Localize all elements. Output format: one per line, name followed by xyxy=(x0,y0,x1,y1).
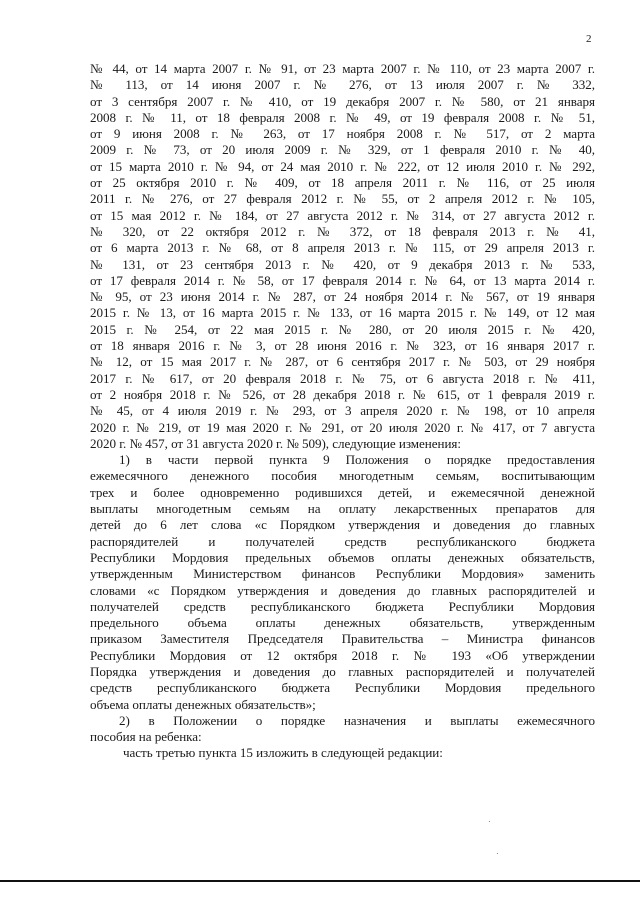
body-line: № 113, от 14 июня 2007 г. № 276, от 13 июля 2007 г. № 332, xyxy=(90,77,595,93)
body-line: 2015 г. № 254, от 22 мая 2015 г. № 280, от 20 июля 2015 г. № 420, xyxy=(90,321,595,337)
body-line: выплаты многодетным семьям на оплату лекарственных препаратов для xyxy=(90,501,595,517)
bottom-scan-rule xyxy=(0,880,640,882)
body-line: № 131, от 23 сентября 2013 г. № 420, от 9 декабря 2013 г. № 533, xyxy=(90,256,595,272)
body-line: часть третью пункта 15 изложить в следующей редакции: xyxy=(123,745,443,761)
scan-speck xyxy=(497,853,498,854)
body-line: Республики Мордовия от 12 октября 2018 г. № 193 «Об утверждении xyxy=(90,647,595,663)
body-line: № 320, от 22 октября 2012 г. № 372, от 18 февраля 2013 г. № 41, xyxy=(90,223,595,239)
body-line: от 15 марта 2010 г. № 94, от 24 мая 2010 г. № 222, от 12 июля 2010 г. № 292, xyxy=(90,158,595,174)
body-line: приказом Заместителя Председателя Правительства – Министра финансов xyxy=(90,631,595,647)
body-line: детей до 6 лет слова «с Порядком утверждения и доведения до главных xyxy=(90,517,595,533)
body-line: от 17 февраля 2014 г. № 58, от 17 февраля 2014 г. № 64, от 13 марта 2014 г. xyxy=(90,272,595,288)
body-line: 2020 г. № 457, от 31 августа 2020 г. № 509), следующие изменения: xyxy=(90,435,461,451)
body-line: от 6 марта 2013 г. № 68, от 8 апреля 2013 г. № 115, от 29 апреля 2013 г. xyxy=(90,240,595,256)
body-line: средств республиканского бюджета Республики Мордовия предельного xyxy=(90,680,595,696)
body-line: 2015 г. № 13, от 16 марта 2015 г. № 133, от 16 марта 2015 г. № 149, от 12 мая xyxy=(90,305,595,321)
body-line: трех и более одновременно родившихся детей, и ежемесячной денежной xyxy=(90,484,595,500)
body-line: 1) в части первой пункта 9 Положения о порядке предоставления xyxy=(119,452,595,468)
body-line: от 15 мая 2012 г. № 184, от 27 августа 2012 г. № 314, от 27 августа 2012 г. xyxy=(90,207,595,223)
body-line: 2009 г. № 73, от 20 июля 2009 г. № 329, от 1 февраля 2010 г. № 40, xyxy=(90,142,595,158)
body-line: распорядителей и получателей средств республиканского бюджета xyxy=(90,533,595,549)
body-line: 2) в Положении о порядке назначения и выплаты ежемесячного xyxy=(119,712,595,728)
page-number: 2 xyxy=(586,33,592,45)
scan-speck xyxy=(489,821,490,822)
document-body xyxy=(90,61,595,762)
body-line: объема оплаты денежных обязательств»; xyxy=(90,696,316,712)
body-line: 2008 г. № 11, от 18 февраля 2008 г. № 49, от 19 февраля 2008 г. № 51, xyxy=(90,109,595,125)
body-line: ежемесячного денежного пособия многодетным семьям, воспитывающим xyxy=(90,468,595,484)
body-line: № 12, от 15 мая 2017 г. № 287, от 6 сентября 2017 г. № 503, от 29 ноября xyxy=(90,354,595,370)
body-line: от 9 июня 2008 г. № 263, от 17 ноября 2008 г. № 517, от 2 марта xyxy=(90,126,595,142)
body-line: № 95, от 23 июня 2014 г. № 287, от 24 ноября 2014 г. № 567, от 19 января xyxy=(90,289,595,305)
body-line: от 2 ноября 2018 г. № 526, от 28 декабря 2018 г. № 615, от 1 февраля 2019 г. xyxy=(90,386,595,402)
body-line: от 25 октября 2010 г. № 409, от 18 апреля 2011 г. № 116, от 25 июля xyxy=(90,175,595,191)
body-line: пособия на ребенка: xyxy=(90,729,202,745)
body-line: 2011 г. № 276, от 27 февраля 2012 г. № 55, от 2 апреля 2012 г. № 105, xyxy=(90,191,595,207)
body-line: № 44, от 14 марта 2007 г. № 91, от 23 марта 2007 г. № 110, от 23 марта 2007 г. xyxy=(90,61,595,76)
body-line: Порядка утверждения и доведения до главных распорядителей и получателей xyxy=(90,663,595,679)
body-line: № 45, от 4 июля 2019 г. № 293, от 3 апреля 2020 г. № 198, от 10 апреля xyxy=(90,403,595,419)
body-line: от 3 сентября 2007 г. № 410, от 19 декабря 2007 г. № 580, от 21 января xyxy=(90,93,595,109)
body-line: от 18 января 2016 г. № 3, от 28 июня 2016 г. № 323, от 16 января 2017 г. xyxy=(90,338,595,354)
body-line: 2017 г. № 617, от 20 февраля 2018 г. № 75, от 6 августа 2018 г. № 411, xyxy=(90,370,595,386)
body-line: предельного объема оплаты денежных обязательств, утвержденным xyxy=(90,615,595,631)
body-line: словами «с Порядком утверждения и доведения до главных распорядителей и xyxy=(90,582,595,598)
body-line: 2020 г. № 219, от 19 мая 2020 г. № 291, от 20 июля 2020 г. № 417, от 7 августа xyxy=(90,419,595,435)
body-line: получателей средств республиканского бюджета Республики Мордовия xyxy=(90,598,595,614)
body-line: Республики Мордовия предельных объемов оплаты денежных обязательств, xyxy=(90,549,595,565)
body-line: утвержденным Министерством финансов Республики Мордовия» заменить xyxy=(90,566,595,582)
